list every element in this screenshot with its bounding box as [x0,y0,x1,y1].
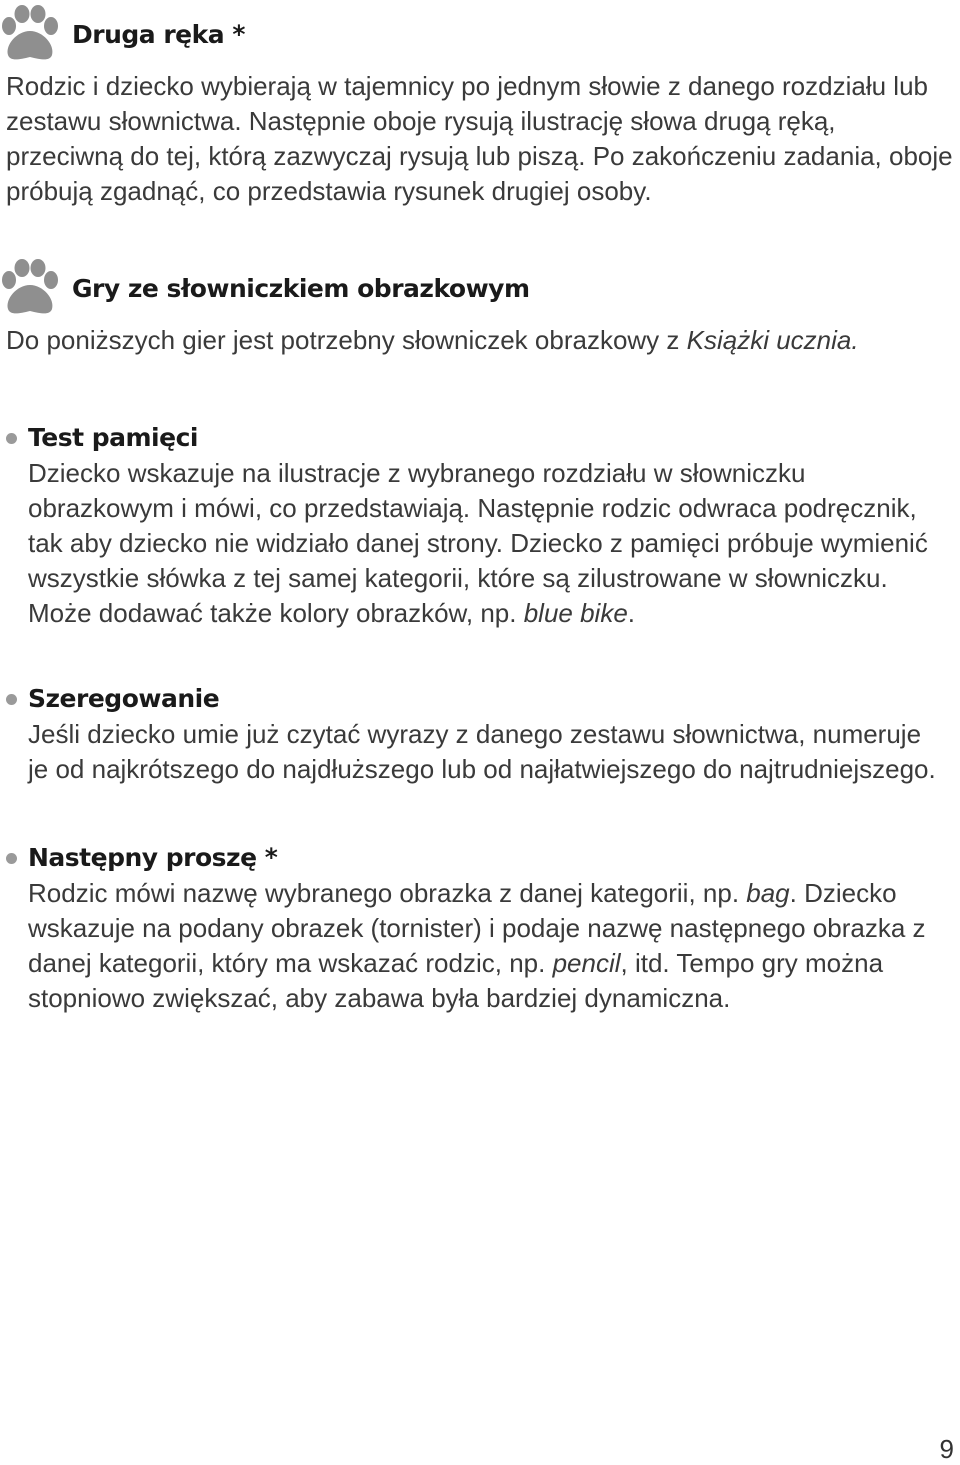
item-title: Następny proszę * [28,843,278,872]
intro-italic-text: Książki ucznia. [686,325,859,355]
section-heading-gry [0,256,530,320]
item-text [28,456,938,631]
item-text [28,876,938,1016]
bullet-icon [6,694,17,705]
page-number: 9 [939,1434,954,1464]
bullet-icon [6,853,17,864]
paw-icon [0,5,60,63]
section-title: Druga ręka * [72,19,245,49]
intro-text: Do poniższych gier jest potrzebny słowniczek obrazkowy z [6,325,687,355]
item-title: Szeregowanie [28,684,220,713]
item-text-part: , itd. Tempo gry można stopniowo zwiększać, aby zabawa była bardziej dynamiczna. [28,948,884,1013]
item-text-italic: bag [746,878,790,908]
item-text-main: Dziecko wskazuje na ilustracje z wybranego rozdziału w słowniczku obrazkowym i mówi, co przedstawiają. Następnie rodzic odwraca podręcznik, tak aby dziecko nie widziało danej strony. Dziecko z pamięci próbuje wymienić wszystkie słówka z tej samej kategorii, które są zilustrowane w słowniczku. Może dodawać także kolory obrazków, np. [28,458,928,628]
bullet-icon [6,433,17,444]
item-text-end: . [627,598,636,628]
item-title: Test pamięci [28,423,198,452]
section-title: Gry ze słowniczkiem obrazkowym [72,273,530,303]
item-text-part: . Dziecko wskazuje na podany obrazek (tornister) i podaje nazwę następnego obrazka z danej kategorii, który ma wskazać rodzic, np. [28,878,926,978]
paw-icon [0,259,60,317]
item-text-italic: pencil [552,948,621,978]
item-text: Jeśli dziecko umie już czytać wyrazy z danego zestawu słownictwa, numeruje je od najkrótszego do najdłuższego lub od najłatwiejszego do najtrudniejszego. [28,719,936,784]
section-intro [6,323,886,358]
section-heading-druga-reka [0,2,245,66]
item-text-part: Rodzic mówi nazwę wybranego obrazka z danej kategorii, np. [28,878,747,908]
item-text-italic: blue bike [523,598,628,628]
section-paragraph: Rodzic i dziecko wybierają w tajemnicy po jednym słowie z danego rozdziału lub zestawu słownictwa. Następnie oboje rysują ilustrację słowa drugą ręką, przeciwną do tej, którą zazwyczaj rysują lub piszą. Po zakończeniu zadania, oboje próbują zgadnąć, co przedstawia rysunek drugiej osoby. [6,71,953,206]
